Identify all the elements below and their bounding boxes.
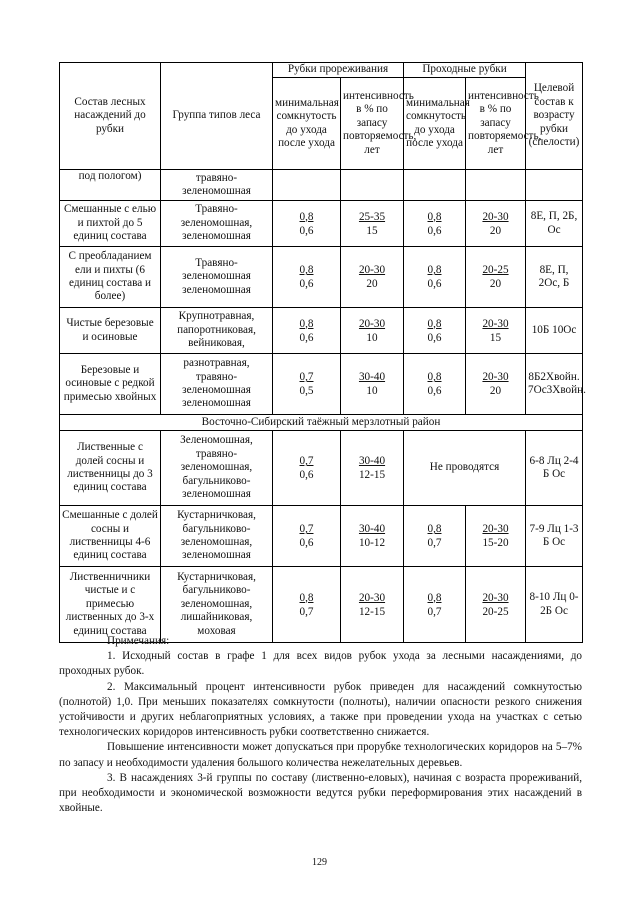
cell-pass-density: 0,8 0,6 bbox=[404, 201, 466, 247]
cell-thin-density: 0,8 0,6 bbox=[273, 247, 341, 308]
page-number: 129 bbox=[312, 857, 327, 868]
notes-section bbox=[59, 634, 582, 816]
cell-forest-type: Кустарничковая, багульниково-зеленомошная, зеленомошная bbox=[161, 506, 273, 567]
cell-thin-density: 0,8 0,7 bbox=[273, 567, 341, 643]
cell-thin-density: 0,7 0,6 bbox=[273, 506, 341, 567]
cell-thin-intensity: 25-35 15 bbox=[341, 201, 404, 247]
table-row bbox=[60, 567, 583, 643]
cell-pass-intensity: 20-30 15-20 bbox=[466, 506, 526, 567]
cell-pass-intensity: 20-30 20-25 bbox=[466, 567, 526, 643]
cell-pass-intensity bbox=[466, 170, 526, 201]
header-thinning-intensity: интенсивность в % по запасу повторяемость, лет bbox=[341, 78, 404, 170]
cell-thin-density: 0,8 0,6 bbox=[273, 201, 341, 247]
cell-pass-density bbox=[404, 170, 466, 201]
cell-pass-density: 0,8 0,7 bbox=[404, 567, 466, 643]
cell-thin-intensity: 20-30 10 bbox=[341, 308, 404, 354]
cell-target: 7-9 Лц 1-3 Б Ос bbox=[526, 506, 583, 567]
cell-thin-density bbox=[273, 170, 341, 201]
header-passing: Проходные рубки bbox=[404, 63, 526, 78]
cell-pass-intensity: 20-30 20 bbox=[466, 201, 526, 247]
cell-forest-type: травяно-зеленомошная bbox=[161, 170, 273, 201]
table-row bbox=[60, 431, 583, 506]
table-row bbox=[60, 506, 583, 567]
cell-target bbox=[526, 170, 583, 201]
header-passing-intensity: интенсивность в % по запасу повторяемость, лет bbox=[466, 78, 526, 170]
cell-thin-intensity: 30-40 10 bbox=[341, 354, 404, 415]
cell-pass-density: 0,8 0,6 bbox=[404, 354, 466, 415]
cell-forest-type: Травяно-зеленомошная зеленомошная bbox=[161, 247, 273, 308]
table-row bbox=[60, 354, 583, 415]
cell-composition: Березовые и осиновые с редкой примесью хвойных bbox=[60, 354, 161, 415]
cell-passing-note: Не проводятся bbox=[404, 431, 526, 506]
note-2: 2. Максимальный процент интенсивности рубок приведен для насаждений сомкнутостью (полнотой) 1,0. При меньших показателях сомкнутости (полноты), наличии опасности резкого снижения устойчивости и других неблагоприятных условиях, а также при проведении ухода на участках с сетью технологических коридоров интенсивность рубки соответственно снижается. bbox=[59, 680, 582, 739]
cell-thin-intensity: 20-30 20 bbox=[341, 247, 404, 308]
cell-target: 8-10 Лц 0-2Б Ос bbox=[526, 567, 583, 643]
cell-pass-intensity: 20-30 15 bbox=[466, 308, 526, 354]
cell-pass-density: 0,8 0,6 bbox=[404, 247, 466, 308]
header-thinning-density: минимальная сомкнутость до ухода после ухода bbox=[273, 78, 341, 170]
table-row bbox=[60, 201, 583, 247]
header-passing-density: минимальная сомкнутость до ухода после ухода bbox=[404, 78, 466, 170]
cell-thin-density: 0,8 0,6 bbox=[273, 308, 341, 354]
cell-target: 6-8 Лц 2-4 Б Ос bbox=[526, 431, 583, 506]
header-forest-type-group: Группа типов леса bbox=[161, 63, 273, 170]
cell-thin-intensity: 30-40 12-15 bbox=[341, 431, 404, 506]
cell-composition: Смешанные с долей сосны и лиственницы 4-6 единиц состава bbox=[60, 506, 161, 567]
cell-thin-intensity bbox=[341, 170, 404, 201]
cell-thin-intensity: 30-40 10-12 bbox=[341, 506, 404, 567]
cell-thin-intensity: 20-30 12-15 bbox=[341, 567, 404, 643]
forest-care-table bbox=[59, 62, 586, 643]
header-target: Целевой состав к возрасту рубки (спелости) bbox=[526, 63, 583, 170]
region-row bbox=[60, 415, 583, 431]
cell-composition: под пологом) bbox=[60, 170, 161, 201]
region-title: Восточно-Сибирский таёжный мерзлотный район bbox=[60, 415, 583, 431]
cell-pass-density: 0,8 0,6 bbox=[404, 308, 466, 354]
cell-composition: Лиственничники чистые и с примесью лиственных до 3-х единиц состава bbox=[60, 567, 161, 643]
cell-forest-type: Травяно-зеленомошная, зеленомошная bbox=[161, 201, 273, 247]
cell-pass-density: 0,8 0,7 bbox=[404, 506, 466, 567]
cell-forest-type: Кустарничковая, багульниково-зеленомошная, лишайниковая, моховая bbox=[161, 567, 273, 643]
cell-target: 8Е, П, 2Ос, Б bbox=[526, 247, 583, 308]
cell-target: 8Б2Хвойн. 7Ос3Хвойн. bbox=[526, 354, 583, 415]
cell-thin-density: 0,7 0,5 bbox=[273, 354, 341, 415]
table-row bbox=[60, 170, 583, 201]
cell-pass-intensity: 20-30 20 bbox=[466, 354, 526, 415]
cell-pass-intensity: 20-25 20 bbox=[466, 247, 526, 308]
header-thinning: Рубки прореживания bbox=[273, 63, 404, 78]
cell-thin-density: 0,7 0,6 bbox=[273, 431, 341, 506]
cell-target: 10Б 10Ос bbox=[526, 308, 583, 354]
note-3: 3. В насаждениях 3-й группы по составу (лиственно-еловых), начиная с возраста прореживаний, при необходимости и экономической возможности ведутся рубки переформирования этих насаждений в хвойные. bbox=[59, 771, 582, 815]
note-2b: Повышение интенсивности может допускаться при прорубке технологических коридоров на 5–7% по запасу и необходимости удаления большого количества нежелательных деревьев. bbox=[59, 741, 582, 769]
note-1: 1. Исходный состав в графе 1 для всех видов рубок ухода за лесными насаждениями, до проходных рубок. bbox=[59, 650, 582, 678]
cell-forest-type: разнотравная, травяно-зеленомошная зеленомошная bbox=[161, 354, 273, 415]
cell-forest-type: Крупнотравная, папоротниковая, вейниковая, bbox=[161, 308, 273, 354]
cell-composition: Чистые березовые и осиновые bbox=[60, 308, 161, 354]
cell-composition: С преобладанием ели и пихты (6 единиц состава и более) bbox=[60, 247, 161, 308]
cell-target: 8Е, П, 2Б, Ос bbox=[526, 201, 583, 247]
header-composition: Состав лесных насаждений до рубки bbox=[60, 63, 161, 170]
cell-composition: Лиственные с долей сосны и лиственницы до 3 единиц состава bbox=[60, 431, 161, 506]
cell-forest-type: Зеленомошная, травяно-зеленомошная, багульниково-зеленомошная bbox=[161, 431, 273, 506]
table-row bbox=[60, 308, 583, 354]
notes-title: Примечания: bbox=[107, 635, 170, 647]
cell-composition: Смешанные с елью и пихтой до 5 единиц состава bbox=[60, 201, 161, 247]
table-row bbox=[60, 247, 583, 308]
